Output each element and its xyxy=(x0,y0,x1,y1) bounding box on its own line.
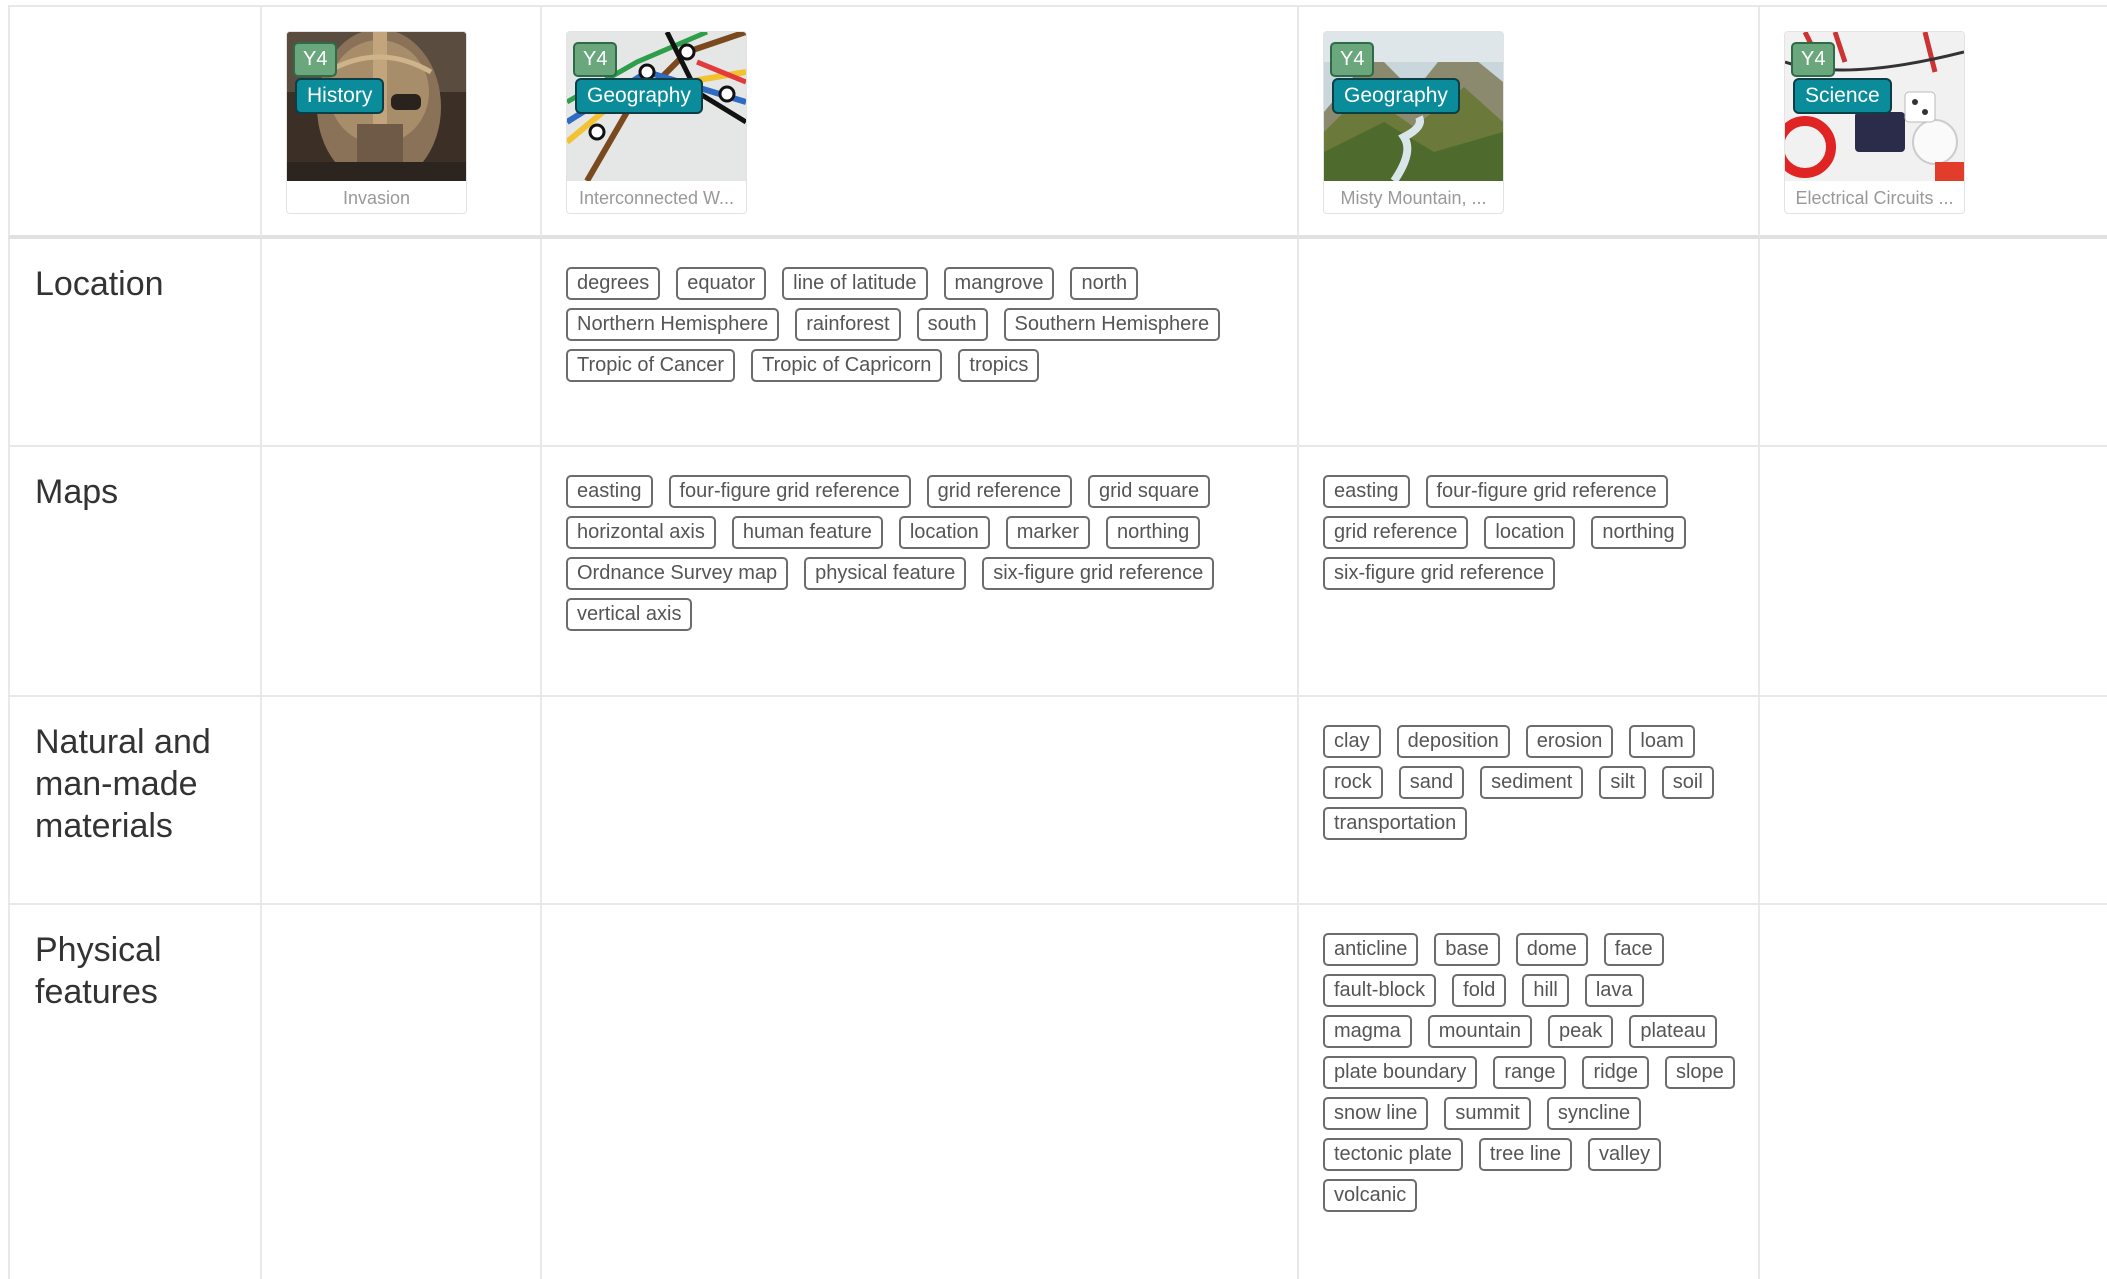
vocab-tag[interactable]: snow line xyxy=(1323,1097,1428,1130)
row-label: Physical features xyxy=(35,931,162,1011)
vocab-tag[interactable]: easting xyxy=(566,475,653,508)
vocab-tag[interactable]: four-figure grid reference xyxy=(1426,475,1668,508)
topic-title: Misty Mountain, ... xyxy=(1340,188,1487,208)
vocab-tag[interactable]: south xyxy=(917,308,988,341)
vocab-tag[interactable]: Northern Hemisphere xyxy=(566,308,779,341)
vocab-tag[interactable]: tropics xyxy=(958,349,1039,382)
tag-list xyxy=(1323,475,1742,590)
vocab-tag[interactable]: face xyxy=(1604,933,1664,966)
vocab-cell xyxy=(1760,697,2107,905)
vocab-cell xyxy=(542,447,1299,697)
vocab-tag[interactable]: plateau xyxy=(1629,1015,1717,1048)
vocab-tag[interactable]: horizontal axis xyxy=(566,516,716,549)
subject-badge: Geography xyxy=(1332,78,1460,114)
topic-column-header xyxy=(542,5,1299,239)
vocab-cell xyxy=(1760,239,2107,447)
vocab-tag[interactable]: grid square xyxy=(1088,475,1210,508)
subject-badge: History xyxy=(295,78,384,114)
year-badge: Y4 xyxy=(293,42,337,77)
topic-card-geography-interconnected[interactable] xyxy=(566,31,747,214)
vocab-tag[interactable]: Ordnance Survey map xyxy=(566,557,788,590)
topic-card-geography-misty-mountain[interactable] xyxy=(1323,31,1504,214)
vocab-cell xyxy=(1299,697,1760,905)
vocab-cell xyxy=(1299,447,1760,697)
vocab-cell xyxy=(1299,905,1760,1279)
vocab-tag[interactable]: dome xyxy=(1516,933,1588,966)
topic-column-header xyxy=(262,5,542,239)
vocab-tag[interactable]: clay xyxy=(1323,725,1381,758)
vocab-tag[interactable]: volcanic xyxy=(1323,1179,1417,1212)
vocab-tag[interactable]: four-figure grid reference xyxy=(669,475,911,508)
vocab-tag[interactable]: location xyxy=(899,516,990,549)
vocab-tag[interactable]: Southern Hemisphere xyxy=(1004,308,1221,341)
vocab-tag[interactable]: northing xyxy=(1591,516,1685,549)
vocab-tag[interactable]: Tropic of Capricorn xyxy=(751,349,942,382)
vocab-tag[interactable]: grid reference xyxy=(927,475,1072,508)
row-header-materials xyxy=(8,697,262,905)
vocab-tag[interactable]: degrees xyxy=(566,267,660,300)
row-label: Location xyxy=(35,265,164,303)
topic-card-history[interactable] xyxy=(286,31,467,214)
topic-title: Invasion xyxy=(342,188,411,208)
vocab-tag[interactable]: tree line xyxy=(1479,1138,1572,1171)
tag-list xyxy=(566,475,1281,631)
vocab-tag[interactable]: mangrove xyxy=(944,267,1055,300)
vocab-tag[interactable]: erosion xyxy=(1526,725,1614,758)
subject-badge: Science xyxy=(1793,78,1892,114)
year-badge: Y4 xyxy=(573,42,617,77)
vocab-tag[interactable]: vertical axis xyxy=(566,598,692,631)
vocab-cell xyxy=(1760,447,2107,697)
vocab-tag[interactable]: sediment xyxy=(1480,766,1583,799)
vocab-tag[interactable]: northing xyxy=(1106,516,1200,549)
vocab-tag[interactable]: line of latitude xyxy=(782,267,927,300)
vocab-tag[interactable]: anticline xyxy=(1323,933,1418,966)
vocab-tag[interactable]: soil xyxy=(1662,766,1714,799)
vocab-tag[interactable]: syncline xyxy=(1547,1097,1641,1130)
row-label: Natural and man-made materials xyxy=(35,723,211,845)
vocab-tag[interactable]: valley xyxy=(1588,1138,1661,1171)
topic-card-science[interactable] xyxy=(1784,31,1965,214)
topic-column-header xyxy=(1760,5,2107,239)
topic-title: Electrical Circuits ... xyxy=(1795,188,1954,208)
row-label: Maps xyxy=(35,473,119,511)
vocab-cell xyxy=(262,905,542,1279)
vocab-tag[interactable]: north xyxy=(1070,267,1138,300)
vocab-tag[interactable]: marker xyxy=(1006,516,1090,549)
vocab-tag[interactable]: transportation xyxy=(1323,807,1467,840)
vocab-tag[interactable]: easting xyxy=(1323,475,1410,508)
vocab-tag[interactable]: physical feature xyxy=(804,557,966,590)
subject-badge: Geography xyxy=(575,78,703,114)
vocab-tag[interactable]: summit xyxy=(1444,1097,1530,1130)
row-header-physical-features xyxy=(8,905,262,1279)
vocab-tag[interactable]: loam xyxy=(1629,725,1694,758)
tag-list xyxy=(1323,725,1742,840)
vocab-tag[interactable]: plate boundary xyxy=(1323,1056,1477,1089)
vocab-tag[interactable]: grid reference xyxy=(1323,516,1468,549)
vocab-tag[interactable]: fault-block xyxy=(1323,974,1436,1007)
vocab-tag[interactable]: tectonic plate xyxy=(1323,1138,1463,1171)
vocab-cell xyxy=(1760,905,2107,1279)
vocab-tag[interactable]: six-figure grid reference xyxy=(982,557,1214,590)
vocab-cell xyxy=(262,239,542,447)
vocab-tag[interactable]: base xyxy=(1434,933,1499,966)
tag-list xyxy=(566,267,1281,382)
topic-column-header xyxy=(1299,5,1760,239)
tag-list xyxy=(1323,933,1742,1212)
vocab-tag[interactable]: human feature xyxy=(732,516,883,549)
vocab-cell xyxy=(262,447,542,697)
vocab-tag[interactable]: fold xyxy=(1452,974,1506,1007)
vocab-cell xyxy=(542,239,1299,447)
vocab-tag[interactable]: rock xyxy=(1323,766,1383,799)
vocab-tag[interactable]: rainforest xyxy=(795,308,900,341)
vocab-cell xyxy=(1299,239,1760,447)
vocab-cell xyxy=(542,697,1299,905)
vocab-tag[interactable]: sand xyxy=(1399,766,1464,799)
vocab-tag[interactable]: magma xyxy=(1323,1015,1412,1048)
vocabulary-grid xyxy=(8,5,2107,1279)
vocab-tag[interactable]: ridge xyxy=(1582,1056,1648,1089)
vocab-tag[interactable]: slope xyxy=(1665,1056,1735,1089)
vocab-tag[interactable]: location xyxy=(1484,516,1575,549)
vocab-tag[interactable]: equator xyxy=(676,267,766,300)
corner-cell xyxy=(8,5,262,239)
row-header-maps xyxy=(8,447,262,697)
vocab-tag[interactable]: lava xyxy=(1585,974,1644,1007)
vocab-tag[interactable]: hill xyxy=(1522,974,1568,1007)
vocab-tag[interactable]: six-figure grid reference xyxy=(1323,557,1555,590)
vocab-tag[interactable]: deposition xyxy=(1397,725,1510,758)
vocab-tag[interactable]: range xyxy=(1493,1056,1566,1089)
vocab-tag[interactable]: Tropic of Cancer xyxy=(566,349,735,382)
vocab-cell xyxy=(262,697,542,905)
vocab-tag[interactable]: silt xyxy=(1599,766,1645,799)
year-badge: Y4 xyxy=(1791,42,1835,77)
vocab-cell xyxy=(542,905,1299,1279)
vocab-tag[interactable]: peak xyxy=(1548,1015,1613,1048)
vocab-tag[interactable]: mountain xyxy=(1428,1015,1532,1048)
year-badge: Y4 xyxy=(1330,42,1374,77)
topic-title: Interconnected W... xyxy=(578,188,735,208)
row-header-location xyxy=(8,239,262,447)
